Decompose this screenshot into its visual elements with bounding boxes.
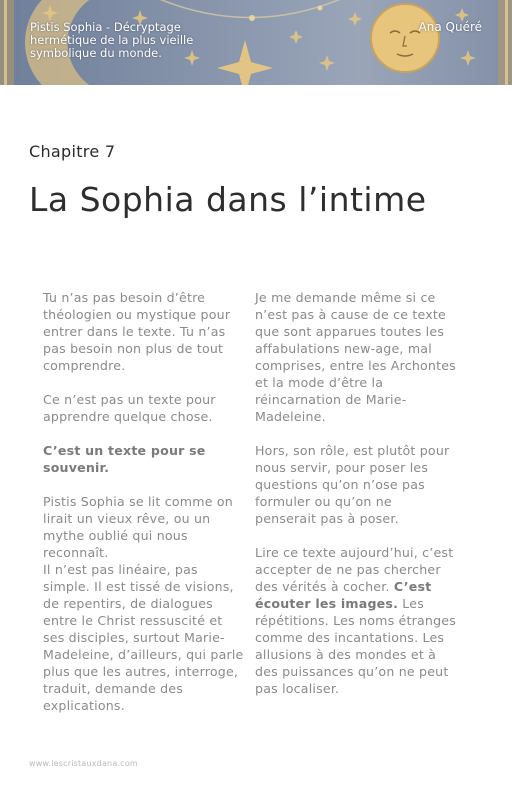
sun-face-icon bbox=[371, 4, 439, 72]
paragraph: Tu n’as pas besoin d’être théologien ou mystique pour entrer dans le texte. Tu n’as pas besoin non plus de tout comprendre. bbox=[43, 290, 231, 373]
paragraph bbox=[43, 493, 245, 714]
paragraph: Hors, son rôle, est plutôt pour nous servir, pour poser les questions qu’on n’ose pas formuler ou qu’on ne penserait pas à poser. bbox=[255, 443, 450, 526]
paragraph: Je me demande même si ce n’est pas à cause de ce texte que sont apparues toutes les affabulations new-age, mal comprises, entre les Archontes et la mode d’être la réincarnation de Marie-Madeleine. bbox=[255, 290, 456, 424]
header-banner bbox=[0, 0, 512, 85]
chapter-title: La Sophia dans l’intime bbox=[29, 180, 427, 219]
book-subtitle: Pistis Sophia - Décryptage hermétique de la plus vieille symbolique du monde. bbox=[30, 20, 194, 60]
paragraph-text: Les répétitions. Les noms étranges comme des incantations. Les allusions à des mondes et à des puissances qu’on ne peut pas localiser. bbox=[255, 596, 457, 696]
paragraph bbox=[255, 544, 457, 697]
footer-url[interactable]: www.lescristauxdana.com bbox=[29, 759, 138, 768]
left-column bbox=[43, 289, 245, 731]
chapter-label: Chapitre 7 bbox=[29, 142, 116, 161]
paragraph: Ce n’est pas un texte pour apprendre quelque chose. bbox=[43, 392, 216, 424]
paragraph-line: Pistis Sophia se lit comme on lirait un vieux rêve, ou un mythe oublié qui nous reconnaît. bbox=[43, 494, 233, 560]
emphasis-paragraph: C’est un texte pour se souvenir. bbox=[43, 443, 206, 475]
paragraph-line: Il n’est pas linéaire, pas simple. Il est tissé de visions, de repentirs, de dialogues entre le Christ ressuscité et ses disciples, surtout Marie-Madeleine, d’ailleurs, qui parle plus que les autres, interroge, traduit, demande des explications. bbox=[43, 562, 244, 713]
emphasis-text: C’est écouter les images. bbox=[255, 579, 432, 611]
paragraph-text: Lire ce texte aujourd’hui, c’est accepter de ne pas chercher des vérités à cocher. bbox=[255, 545, 454, 594]
author-name: Ana Quéré bbox=[418, 20, 482, 34]
right-column bbox=[255, 289, 457, 714]
